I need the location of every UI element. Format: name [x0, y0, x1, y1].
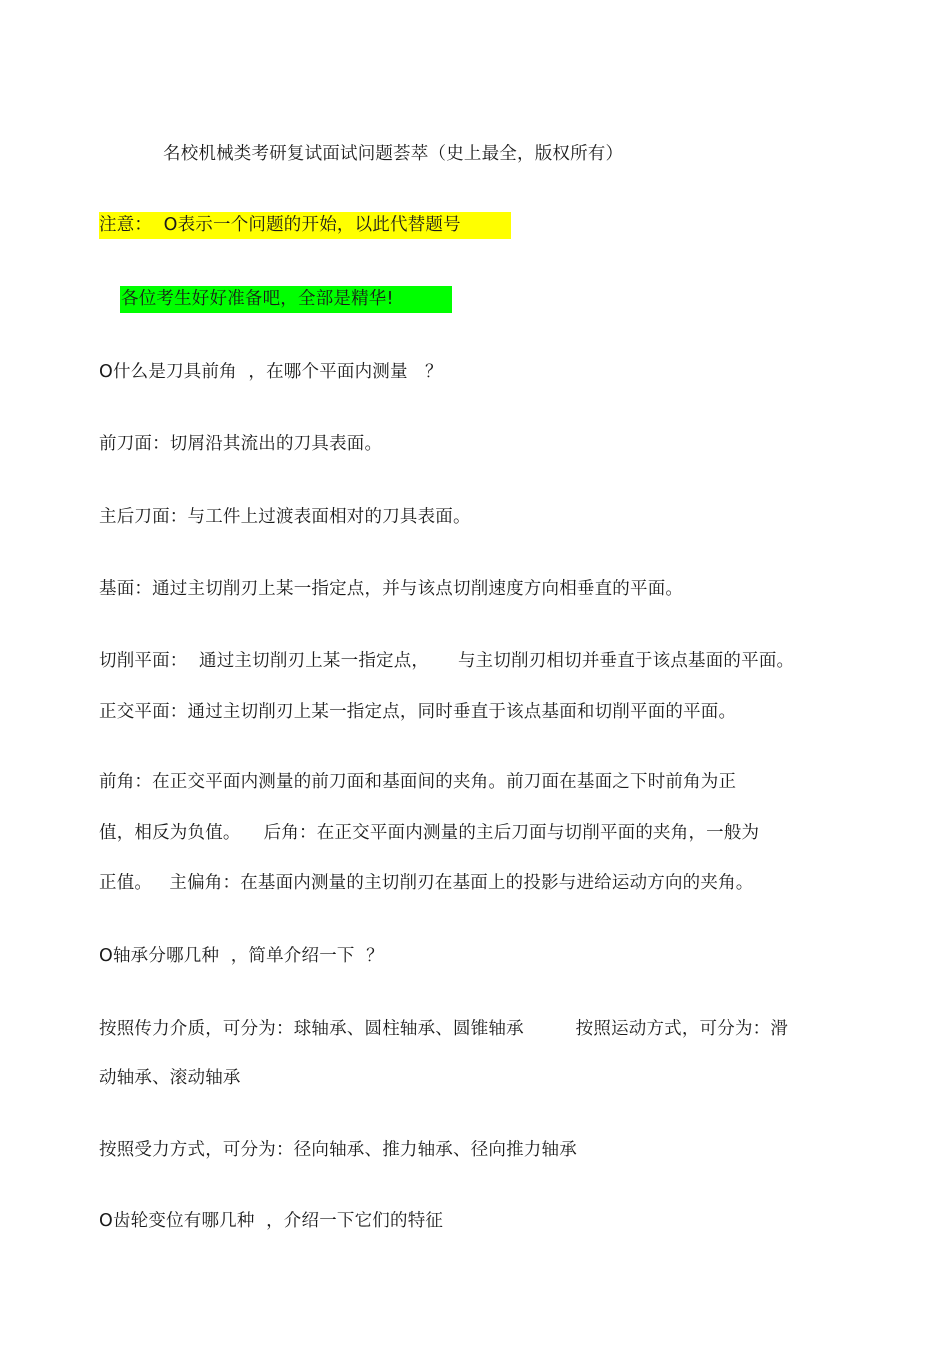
question-3: O齿轮变位有哪几种 ，介绍一下它们的特征 — [99, 1211, 444, 1231]
document-title: 名校机械类考研复试面试问题荟萃（史上最全，版权所有） — [163, 144, 624, 164]
paragraph-cutting-plane: 切削平面： 通过主切削刃上某一指定点， 与主切削刃相切并垂直于该点基面的平面。 — [99, 651, 795, 671]
paragraph-main-flank: 主后刀面：与工件上过渡表面相对的刀具表面。 — [99, 507, 471, 527]
paragraph-bearing-types-line-2: 动轴承、滚动轴承 — [99, 1068, 241, 1088]
question-2: O轴承分哪几种 ，简单介绍一下 ？ — [99, 946, 384, 966]
paragraph-base-plane: 基面：通过主切削刃上某一指定点，并与该点切削速度方向相垂直的平面。 — [99, 579, 684, 599]
question-1: O什么是刀具前角 ，在哪个平面内测量 ？ — [99, 362, 443, 382]
note-text: 注意： O表示一个问题的开始，以此代替题号 — [99, 215, 461, 235]
paragraph-bearing-types-line-1: 按照传力介质，可分为：球轴承、圆柱轴承、圆锥轴承 按照运动方式，可分为：滑 — [99, 1019, 789, 1039]
paragraph-orthogonal-plane: 正交平面：通过主切削刃上某一指定点，同时垂直于该点基面和切削平面的平面。 — [99, 702, 737, 722]
paragraph-angles-line-3: 正值。 主偏角：在基面内测量的主切削刃在基面上的投影与进给运动方向的夹角。 — [99, 873, 754, 893]
paragraph-rake-face: 前刀面：切屑沿其流出的刀具表面。 — [99, 434, 383, 454]
paragraph-angles-line-2: 值，相反为负值。 后角：在正交平面内测量的主后刀面与切削平面的夹角，一般为 — [99, 823, 760, 843]
paragraph-bearing-load: 按照受力方式，可分为：径向轴承、推力轴承、径向推力轴承 — [99, 1140, 577, 1160]
paragraph-angles-line-1: 前角：在正交平面内测量的前刀面和基面间的夹角。前刀面在基面之下时前角为正 — [99, 772, 737, 792]
cheer-text: 各位考生好好准备吧，全部是精华! — [121, 289, 394, 309]
